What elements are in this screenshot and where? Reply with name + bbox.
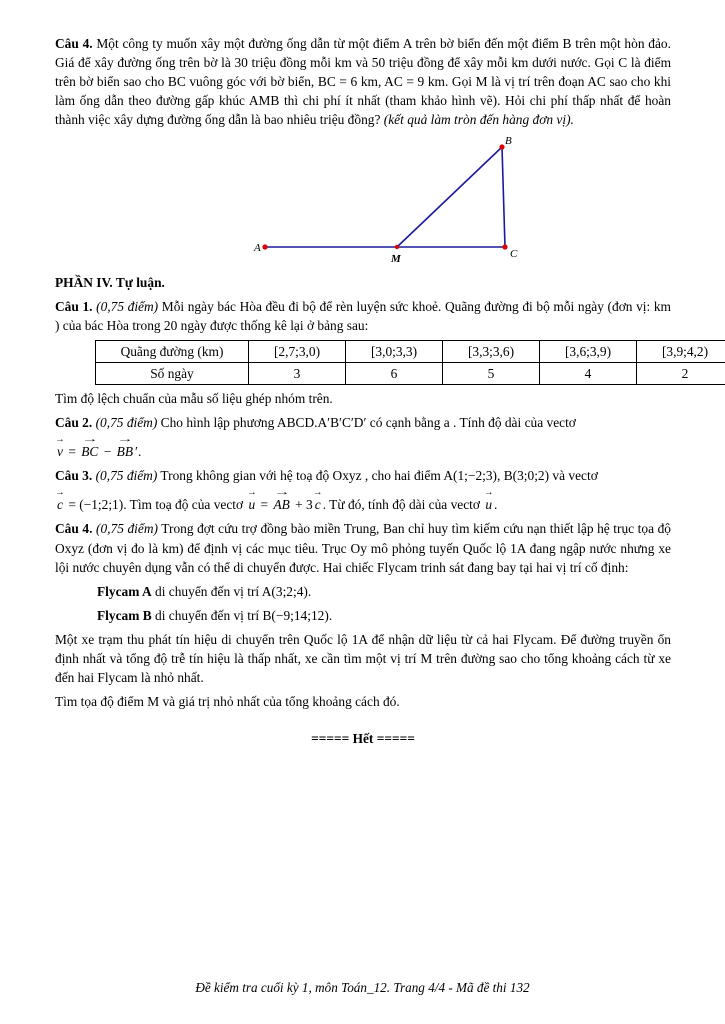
vector-v: → v bbox=[57, 442, 63, 461]
question-3-formula bbox=[55, 490, 671, 514]
question-text: Trong đợt cứu trợ đồng bào miền Trung, Ban chỉ huy tìm kiếm cứu nạn thiết lập hệ trục tọa độ Oxyz (đơn vị đo là km) để định vị các mục tiêu. Trục Oy mô phỏng tuyến Quốc lộ 1A đang ngập nước nhưng xe lội nước chuyên dụng vẫn có thể di chuyển được. Hai chiếc Flycam trinh sát đang bay tại hai vị trí cố định: bbox=[55, 521, 671, 575]
vector-c: → c bbox=[57, 495, 63, 514]
table-header-cell: [3,3;3,6) bbox=[443, 341, 540, 363]
vertex-point-B bbox=[499, 145, 504, 150]
table-cell: 3 bbox=[249, 363, 346, 385]
question-1-task bbox=[55, 389, 671, 408]
table-cell: 5 bbox=[443, 363, 540, 385]
segment-MB bbox=[397, 147, 502, 247]
vertex-label-C: C bbox=[510, 248, 518, 261]
section-heading-text: PHẦN IV. Tự luận. bbox=[55, 275, 165, 291]
vector-c: → c bbox=[315, 495, 321, 514]
flycam-a-label: Flycam A bbox=[97, 583, 152, 599]
equals-sign: = bbox=[260, 497, 269, 513]
table-cell: 4 bbox=[540, 363, 637, 385]
question-4-flycam-body2 bbox=[55, 630, 671, 687]
question-text: Tìm tọa độ điểm M và giá trị nhỏ nhất của tổng khoảng cách đó. bbox=[55, 693, 400, 709]
question-4-flycam bbox=[55, 519, 671, 576]
flycam-a-text: di chuyển đến vị trí A(3;2;4). bbox=[155, 583, 312, 599]
question-points: (0,75 điểm) bbox=[95, 415, 158, 431]
question-text: Tìm độ lệch chuẩn của mẫu số liệu ghép nhóm trên. bbox=[55, 391, 333, 407]
vertex-point-M bbox=[395, 245, 399, 249]
table-header-cell: [3,9;4,2) bbox=[637, 341, 725, 363]
question-label: Câu 4. bbox=[55, 36, 93, 51]
prime-mark: ′ bbox=[135, 444, 138, 460]
question-points: (0,75 điểm) bbox=[96, 299, 159, 315]
segment-BC bbox=[502, 147, 505, 247]
flycam-a-line bbox=[55, 582, 671, 601]
question-4-flycam-task bbox=[55, 692, 671, 711]
question-label: Câu 4. bbox=[55, 521, 93, 537]
question-text: Mỗi ngày bác Hòa đều đi bộ để rèn luyện sức khoẻ. Quãng đường đi bộ mỗi ngày (đơn vị: km ) của bác Hòa trong 20 ngày được thống kê lại ở bảng sau: bbox=[55, 299, 671, 334]
vertex-label-A: A bbox=[254, 242, 261, 255]
triangle-svg bbox=[253, 135, 538, 269]
table-header-row bbox=[96, 341, 725, 363]
vertex-point-C bbox=[502, 245, 507, 250]
vertex-point-A bbox=[262, 245, 267, 250]
table-header-cell: [3,6;3,9) bbox=[540, 341, 637, 363]
question-2 bbox=[55, 413, 671, 432]
vertex-label-B: B bbox=[505, 135, 512, 148]
minus-sign: − bbox=[103, 444, 112, 460]
question-note: (kết quả làm tròn đến hàng đơn vị). bbox=[383, 112, 574, 128]
question-text: Một công ty muốn xây một đường ống dẫn từ một điểm A trên bờ biển đến một điểm B trên một hòn đảo. Giá để xây đường ống trên bờ là 30 triệu đồng mỗi km và 50 triệu đồng để xây mỗi km dưới nước. Gọi C là điểm trên bờ biển sao cho BC vuông góc với bờ biển, BC = 6 km, AC = 9 km. Gọi M là vị trí trên đoạn AC sao cho khi làm ống dẫn theo đường gấp khúc AMB thì chi phí ít nhất (tham khảo hình vẽ). Hỏi chi phí thấp nhất để hoàn thành việc xây dựng đường ống dẫn là bao nhiêu triệu đồng? bbox=[55, 36, 671, 128]
flycam-b-text: di chuyển đến vị trí B(−9;14;12). bbox=[155, 607, 333, 623]
plus-three: + 3 bbox=[295, 497, 313, 513]
period: . bbox=[137, 444, 142, 460]
table-header-cell: [2,7;3,0) bbox=[249, 341, 346, 363]
triangle-figure bbox=[253, 135, 671, 269]
table-header-cell: [3,0;3,3) bbox=[346, 341, 443, 363]
formula-text: . Từ đó, tính độ dài của vectơ bbox=[322, 497, 480, 513]
question-2-formula bbox=[55, 437, 671, 461]
question-4-pipeline bbox=[55, 34, 671, 129]
question-3 bbox=[55, 466, 671, 485]
vector-u: → u bbox=[248, 495, 255, 514]
equals-sign: = bbox=[68, 444, 76, 460]
question-text: Trong không gian với hệ toạ độ Oxyz , cho hai điểm A(1;−2;3), B(3;0;2) và vectơ bbox=[160, 468, 598, 484]
table-data-row bbox=[96, 363, 725, 385]
page-footer: Đề kiểm tra cuối kỳ 1, môn Toán_12. Trang 4/4 - Mã đề thi 132 bbox=[195, 980, 530, 996]
question-label: Câu 1. bbox=[55, 299, 93, 315]
question-label: Câu 2. bbox=[55, 415, 93, 431]
flycam-b-line bbox=[55, 606, 671, 625]
table-cell: 2 bbox=[637, 363, 725, 385]
vector-AB: → AB bbox=[273, 495, 289, 514]
vertex-label-M: M bbox=[391, 253, 401, 266]
vector-BC: → BC bbox=[81, 442, 98, 461]
question-points: (0,75 điểm) bbox=[96, 521, 158, 537]
table-cell: 6 bbox=[346, 363, 443, 385]
vector-BB: → BB bbox=[117, 442, 133, 461]
vector-u: → u bbox=[485, 495, 492, 514]
end-marker: ===== Hết ===== bbox=[311, 730, 415, 746]
frequency-table bbox=[95, 340, 725, 385]
section-heading bbox=[55, 273, 671, 292]
question-label: Câu 3. bbox=[55, 468, 93, 484]
table-row-label: Số ngày bbox=[96, 363, 249, 385]
question-text: Một xe trạm thu phát tín hiệu di chuyển trên Quốc lộ 1A để nhận dữ liệu từ cả hai Flycam. Để đường truyền ổn định nhất và tổng độ trễ tín hiệu là thấp nhất, xe cần tìm một vị trí M trên đường sao cho tổng khoảng cách từ xe đến hai Flycam là nhỏ nhất. bbox=[55, 631, 671, 685]
period: . bbox=[494, 497, 498, 513]
formula-text: = (−1;2;1). Tìm toạ độ của vectơ bbox=[68, 497, 244, 513]
question-points: (0,75 điểm) bbox=[95, 468, 158, 484]
flycam-b-label: Flycam B bbox=[97, 607, 152, 623]
question-text: Cho hình lập phương ABCD.A′B′C′D′ có cạnh bằng a . Tính độ dài của vectơ bbox=[160, 415, 576, 431]
table-header-cell: Quãng đường (km) bbox=[96, 341, 249, 363]
question-1 bbox=[55, 297, 671, 335]
